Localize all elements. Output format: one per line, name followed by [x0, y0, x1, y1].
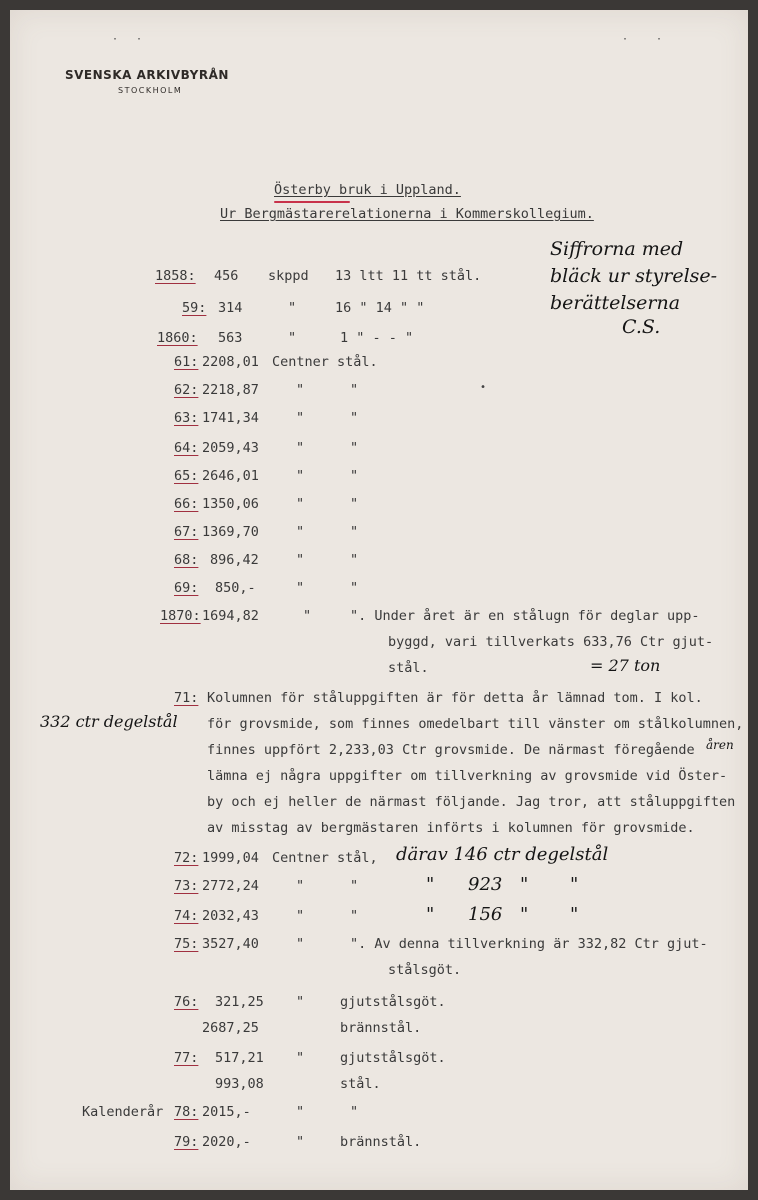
value-cell: 1694,82 [202, 608, 259, 624]
value-cell: 1741,34 [202, 410, 259, 426]
punch-mark: · [622, 34, 629, 45]
year-label: 1860: [157, 330, 198, 346]
unit-cell: " [296, 994, 305, 1010]
note-cell: " [350, 524, 359, 540]
value-cell: 1369,70 [202, 524, 259, 540]
note-cell: " [350, 496, 359, 512]
value-cell: 517,21 [215, 1050, 264, 1066]
unit-cell: " [296, 580, 305, 596]
year-label: 75: [174, 936, 199, 952]
note-cell: gjutstålsgöt. [340, 994, 446, 1010]
year-label: 1858: [155, 268, 196, 284]
row-prefix: Kalenderår [82, 1104, 164, 1120]
unit-cell: " [296, 468, 305, 484]
note-cell: gjutstålsgöt. [340, 1050, 446, 1066]
value-cell: 2218,87 [202, 382, 259, 398]
unit-cell: " [296, 936, 305, 952]
unit-cell: " [303, 608, 312, 624]
value-cell: 2208,01 [202, 354, 259, 370]
value-cell: 2020,- [202, 1134, 251, 1150]
note-cell: " [350, 552, 359, 568]
letterhead-city: STOCKHOLM [118, 86, 183, 95]
note-cell: stål. [340, 1076, 381, 1092]
value-cell: 2687,25 [202, 1020, 259, 1036]
unit-cell: " [296, 1104, 305, 1120]
note-cell: ". Av denna tillverkning är 332,82 Ctr gjut- [350, 936, 708, 952]
value-cell: 321,25 [215, 994, 264, 1010]
year-label: 64: [174, 440, 199, 456]
paragraph-line: lämna ej några uppgifter om tillverkning av grovsmide vid Öster- [207, 768, 728, 784]
unit-cell: " [296, 908, 305, 924]
note-cell: 13 ltt 11 tt stål. [335, 268, 482, 284]
note-cell: " [350, 1104, 359, 1120]
side-note-initials: C.S. [622, 316, 661, 338]
note-cell: stålsgöt. [388, 962, 462, 978]
note-cell: ". Under året är en stålugn för deglar upp- [350, 608, 700, 624]
note-cell: " [350, 382, 359, 398]
paragraph-line: finnes uppfört 2,233,03 Ctr grovsmide. De närmast föregående [207, 742, 695, 758]
ink-dot: • [480, 382, 487, 393]
value-cell: 993,08 [215, 1076, 264, 1092]
year-label: 79: [174, 1134, 199, 1150]
value-cell: 1350,06 [202, 496, 259, 512]
year-label: 77: [174, 1050, 199, 1066]
unit-cell: " [296, 524, 305, 540]
value-cell: 2032,43 [202, 908, 259, 924]
value-cell: 896,42 [210, 552, 259, 568]
document-title: Österby bruk i Uppland. [274, 182, 461, 198]
document-subtitle: Ur Bergmästarerelationerna i Kommerskollegium. [220, 206, 594, 222]
handwritten-ditto: " [520, 874, 529, 895]
value-cell: 456 [214, 268, 239, 284]
year-label: 71: [174, 690, 199, 706]
unit-cell: " [288, 330, 297, 346]
year-label: 66: [174, 496, 199, 512]
punch-mark: · [656, 34, 663, 45]
value-cell: 314 [218, 300, 243, 316]
handwritten-ditto: " [520, 904, 529, 925]
paragraph-line: by och ej heller de närmast följande. Jag tror, att ståluppgiften [207, 794, 736, 810]
side-note-line1: Siffrorna med [550, 238, 684, 260]
year-label: 73: [174, 878, 199, 894]
margin-handwritten-note: 332 ctr degelstål [40, 712, 178, 731]
note-cell: " [350, 580, 359, 596]
note-cell: 1 " - - " [340, 330, 414, 346]
year-label: 74: [174, 908, 199, 924]
handwritten-note: = 27 ton [590, 656, 661, 675]
letterhead-org: SVENSKA ARKIVBYRÅN [65, 68, 229, 82]
handwritten-ditto: " [570, 874, 579, 895]
unit-cell: " [296, 1050, 305, 1066]
note-cell: brännstål. [340, 1020, 422, 1036]
value-cell: 850,- [215, 580, 256, 596]
document-page [10, 10, 748, 1190]
year-label: 1870: [160, 608, 201, 624]
value-cell: 1999,04 [202, 850, 259, 866]
unit-cell: " [296, 878, 305, 894]
year-label: 63: [174, 410, 199, 426]
year-label: 61: [174, 354, 199, 370]
unit-cell: " [296, 1134, 305, 1150]
unit-cell: " [288, 300, 297, 316]
year-label: 68: [174, 552, 199, 568]
year-label: 72: [174, 850, 199, 866]
year-label: 69: [174, 580, 199, 596]
value-cell: 2646,01 [202, 468, 259, 484]
red-underline [274, 201, 350, 203]
handwritten-value: 923 [468, 874, 503, 895]
handwritten-insert: åren [706, 738, 734, 752]
paragraph-line: för grovsmide, som finnes omedelbart till vänster om stålkolumnen, [207, 716, 744, 732]
unit-cell: Centner stål, [272, 850, 378, 866]
value-cell: 2015,- [202, 1104, 251, 1120]
note-cell: 16 " 14 " " [335, 300, 425, 316]
year-label: 78: [174, 1104, 199, 1120]
unit-cell: " [296, 410, 305, 426]
note-cell: " [350, 908, 359, 924]
handwritten-value: 156 [468, 904, 503, 925]
unit-cell: " [296, 440, 305, 456]
value-cell: 563 [218, 330, 243, 346]
punch-mark: · [136, 34, 143, 45]
handwritten-note: därav 146 ctr degelstål [396, 844, 609, 865]
year-label: 67: [174, 524, 199, 540]
unit-cell: Centner stål. [272, 354, 378, 370]
value-cell: 2059,43 [202, 440, 259, 456]
handwritten-ditto: " [570, 904, 579, 925]
year-label: 59: [182, 300, 207, 316]
year-label: 76: [174, 994, 199, 1010]
paragraph-line: Kolumnen för ståluppgiften är för detta år lämnad tom. I kol. [207, 690, 703, 706]
unit-cell: skppd [268, 268, 309, 284]
handwritten-ditto: " [426, 874, 435, 895]
paragraph-line: av misstag av bergmästaren införts i kolumnen för grovsmide. [207, 820, 695, 836]
unit-cell: " [296, 382, 305, 398]
value-cell: 2772,24 [202, 878, 259, 894]
note-cell: byggd, vari tillverkats 633,76 Ctr gjut- [388, 634, 714, 650]
value-cell: 3527,40 [202, 936, 259, 952]
punch-mark: · [112, 34, 119, 45]
handwritten-ditto: " [426, 904, 435, 925]
side-note-line2: bläck ur styrelse- [550, 265, 718, 287]
side-note-line3: berättelserna [550, 292, 681, 314]
note-cell: " [350, 410, 359, 426]
note-cell: " [350, 468, 359, 484]
note-cell: " [350, 878, 359, 894]
note-cell: stål. [388, 660, 429, 676]
unit-cell: " [296, 552, 305, 568]
year-label: 62: [174, 382, 199, 398]
unit-cell: " [296, 496, 305, 512]
note-cell: " [350, 440, 359, 456]
note-cell: brännstål. [340, 1134, 422, 1150]
year-label: 65: [174, 468, 199, 484]
